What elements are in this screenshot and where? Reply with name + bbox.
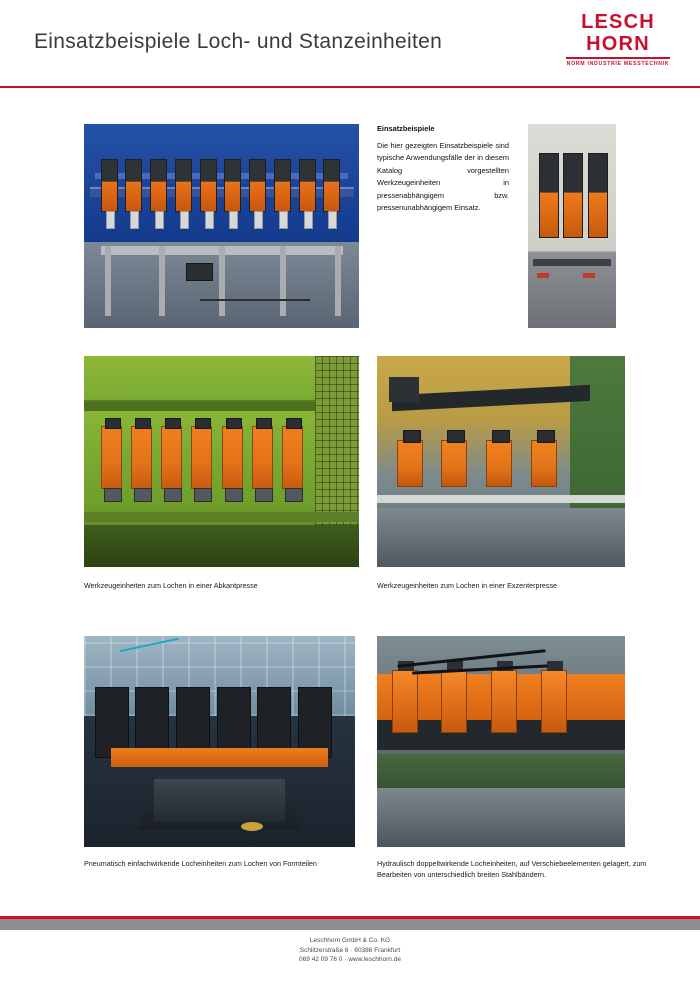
- caption-abkantpresse: Werkzeugeinheiten zum Lochen in einer Abkantpresse: [84, 581, 258, 590]
- photo6-tool-unit: [541, 670, 567, 733]
- header-divider: [0, 86, 700, 88]
- photo1-frame-legs: [101, 246, 343, 315]
- photo2-red-marker: [537, 273, 549, 278]
- photo1-tool-unit: [224, 159, 241, 212]
- photo3-tool-unit: [222, 426, 243, 489]
- photo4-sheet-metal: [377, 495, 625, 503]
- photo3-tool-unit: [191, 426, 212, 489]
- photo1-tool-unit: [249, 159, 266, 212]
- photo1-tool-unit: [150, 159, 167, 212]
- footer-company: Leschhorn GmbH & Co. KG: [309, 937, 391, 944]
- photo2-base-plate: [533, 259, 610, 266]
- logo-line2: HORN: [586, 33, 650, 55]
- intro-text-block: [377, 124, 509, 214]
- photo3-foreground: [84, 525, 359, 567]
- caption-exzenterpresse: Werkzeugeinheiten zum Lochen in einer Exzenterpresse: [377, 581, 558, 590]
- company-logo: [566, 12, 670, 72]
- hydraulic-punch-photo: [377, 636, 625, 847]
- photo5-orange-frame: [111, 748, 328, 767]
- photo1-control-box: [186, 263, 214, 281]
- photo3-tool-unit: [131, 426, 152, 489]
- photo3-tool-unit: [252, 426, 273, 489]
- photo5-conveyor-surface: [154, 779, 284, 821]
- photo4-tool-unit: [441, 440, 467, 486]
- pneumatic-punch-photo: [84, 636, 355, 847]
- photo1-tool-unit: [200, 159, 217, 212]
- photo6-floor: [377, 788, 625, 847]
- photo1-tool-unit: [299, 159, 316, 212]
- footer-phone-web: 069 42 09 76 0 · www.leschhorn.de: [299, 956, 401, 963]
- intro-body: Die hier gezeigten Einsatzbeispiele sind typische Anwendungsfälle der in diesem Katalog vorgestellten Werkzeugeinheiten in pressenabhängigem bzw. pressenunabhängigem Einsatz.: [377, 141, 509, 213]
- photo4-tool-unit: [486, 440, 512, 486]
- photo2-tool-unit: [588, 153, 608, 239]
- photo3-table: [84, 512, 359, 522]
- photo4-tool-unit: [531, 440, 557, 486]
- footer-accent-rule: [0, 916, 700, 919]
- photo1-cable: [200, 299, 310, 301]
- photo1-tool-unit: [101, 159, 118, 212]
- photo2-tool-unit: [539, 153, 559, 239]
- photo1-tool-unit: [175, 159, 192, 212]
- caption-hydraulic: Hydraulisch doppeltwirkende Locheinheiten, auf Verschiebeelementen gelagert, zum Bearbeiten von unterschiedlich breiten Stahlbändern.: [377, 859, 647, 879]
- intro-heading: Einsatzbeispiele: [377, 124, 435, 133]
- photo3-tool-unit: [101, 426, 122, 489]
- photo6-steel-band: [377, 754, 625, 792]
- abkantpresse-photo: [84, 356, 359, 567]
- photo6-tool-unit: [392, 670, 418, 733]
- footer-address: Schlitzerstraße 6 · 60386 Frankfurt: [299, 946, 401, 954]
- photo4-tool-head: [389, 377, 419, 402]
- logo-divider: [566, 57, 670, 59]
- photo6-tool-unit: [491, 670, 517, 733]
- press-line-photo: [84, 124, 359, 328]
- photo3-tool-unit: [161, 426, 182, 489]
- tool-unit-detail-photo: [528, 124, 616, 328]
- photo3-tool-unit: [282, 426, 303, 489]
- page-title: Einsatzbeispiele Loch- und Stanzeinheiten: [34, 30, 443, 53]
- photo5-ring-part: [241, 822, 263, 831]
- footer-contact: [0, 936, 700, 965]
- photo1-tool-unit: [274, 159, 291, 212]
- photo4-floor: [377, 508, 625, 567]
- photo1-tool-unit: [323, 159, 340, 212]
- photo2-tool-unit: [563, 153, 583, 239]
- photo2-red-marker: [583, 273, 595, 278]
- photo4-tool-unit: [397, 440, 423, 486]
- caption-pneumatic: Pneumatisch einfachwirkende Locheinheiten zum Lochen von Formteilen: [84, 859, 317, 868]
- exzenterpresse-photo: [377, 356, 625, 567]
- logo-subline: NORM INDUSTRIE MESSTECHNIK: [566, 61, 670, 67]
- photo1-tool-unit: [125, 159, 142, 212]
- page-header: [0, 0, 700, 88]
- footer-bar: [0, 916, 700, 930]
- logo-line1: LESCH: [581, 11, 655, 33]
- photo6-tool-unit: [441, 670, 467, 733]
